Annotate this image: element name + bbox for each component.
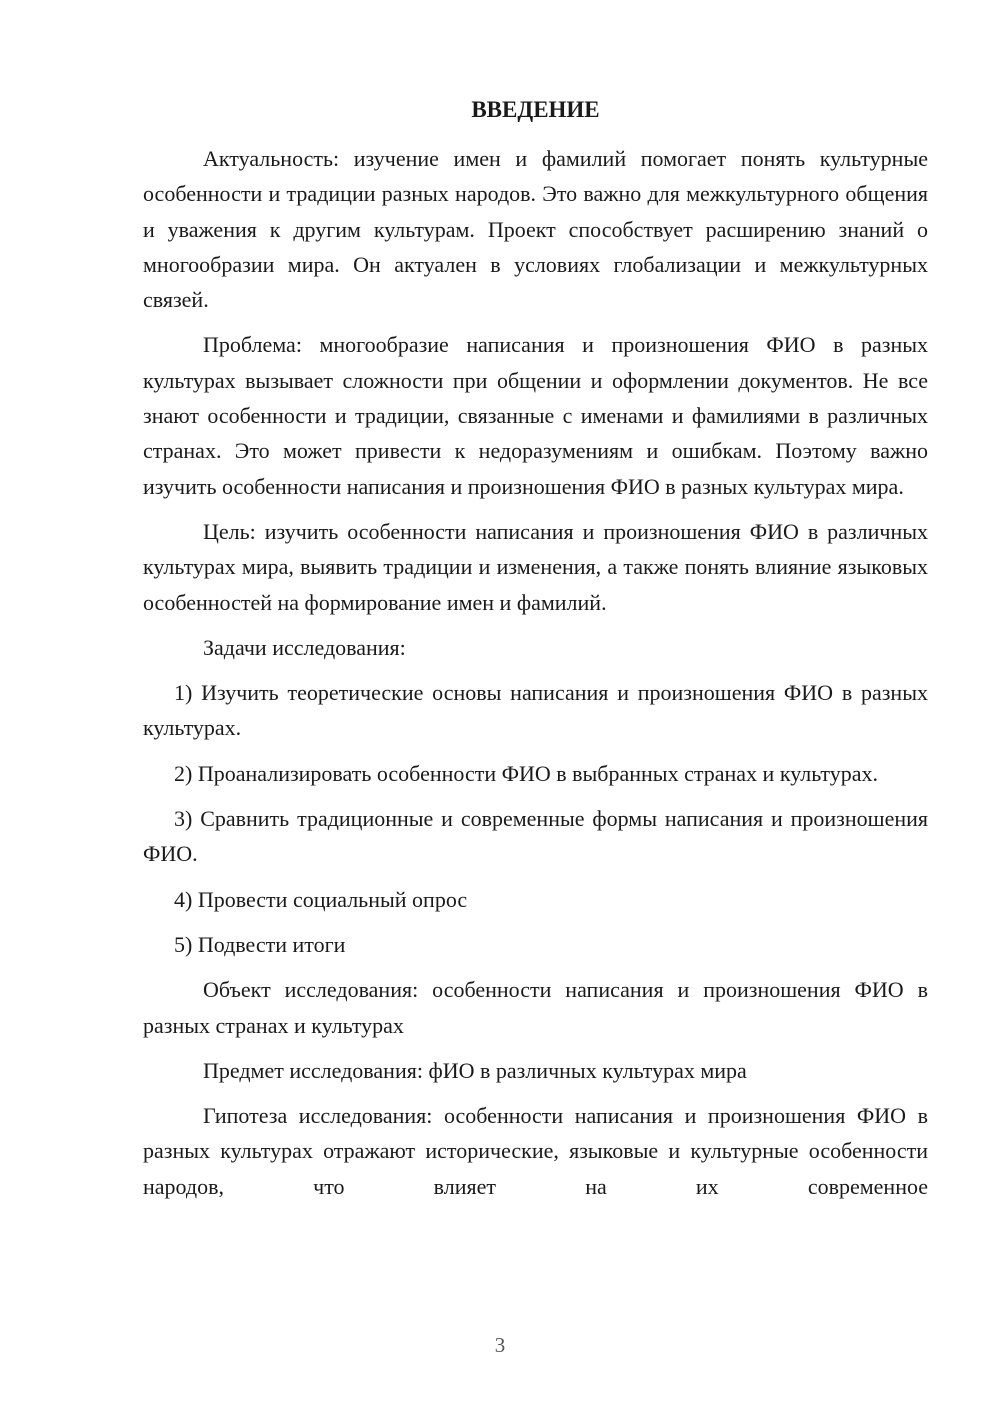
task-item: 2) Проанализировать особенности ФИО в выбранных странах и культурах. xyxy=(174,760,878,786)
tasks-heading: Задачи исследования: xyxy=(203,634,406,660)
subject-paragraph: Предмет исследования: фИО в различных культурах мира xyxy=(203,1057,747,1083)
object-paragraph: Объект исследования: особенности написания и произношения ФИО в разных странах и культурах xyxy=(143,977,928,1038)
task-item: 4) Провести социальный опрос xyxy=(174,886,468,912)
relevance-paragraph: Актуальность: изучение имен и фамилий помогает понять культурные особенности и традиции разных народов. Это важно для межкультурного общения и уважения к другим культурам. Проект способствует расширению знаний о многообразии мира. Он актуален в условиях глобализации и межкультурных связей. xyxy=(143,146,928,313)
section-title: ВВЕДЕНИЕ xyxy=(471,97,600,122)
task-item: 5) Подвести итоги xyxy=(174,931,346,957)
problem-paragraph: Проблема: многообразие написания и произношения ФИО в разных культурах вызывает сложности при общении и оформлении документов. Не все знают особенности и традиции, связанные с именами и фамилиями в различных странах. Это может привести к недоразумениям и ошибкам. Поэтому важно изучить особенности написания и произношения ФИО в разных культурах мира. xyxy=(143,332,928,499)
task-item: 3) Сравнить традиционные и современные формы написания и произношения ФИО. xyxy=(143,806,928,867)
goal-paragraph: Цель: изучить особенности написания и произношения ФИО в различных культурах мира, выявить традиции и изменения, а также понять влияние языковых особенностей на формирование имен и фамилий. xyxy=(143,518,928,615)
task-item: 1) Изучить теоретические основы написания и произношения ФИО в разных культурах. xyxy=(143,680,928,741)
page-number: 3 xyxy=(494,1333,506,1357)
hypothesis-paragraph: Гипотеза исследования: особенности написания и произношения ФИО в разных культурах отражают исторические, языковые и культурные особенности народов, что влияет на их современное xyxy=(143,1103,928,1199)
document-page xyxy=(143,92,928,1214)
